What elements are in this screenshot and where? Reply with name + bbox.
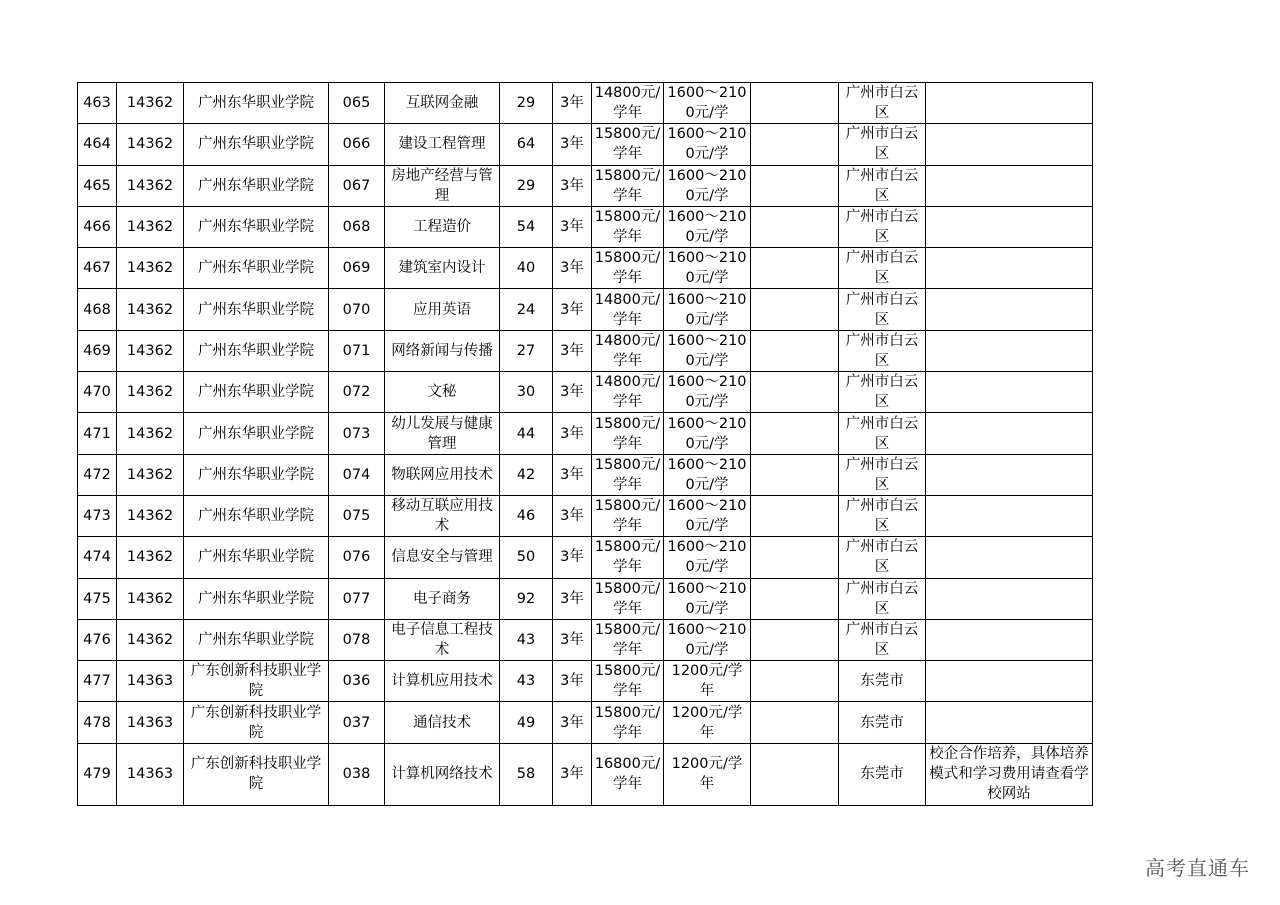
major-code-cell: 065 xyxy=(329,83,385,124)
duration-cell: 3年 xyxy=(553,289,592,330)
extra-cell xyxy=(751,124,839,165)
major-name-cell: 移动互联应用技术 xyxy=(385,495,500,536)
location-cell: 广州市白云区 xyxy=(839,248,926,289)
note-cell xyxy=(926,495,1093,536)
plan-count-cell: 29 xyxy=(500,165,553,206)
duration-cell: 3年 xyxy=(553,702,592,743)
location-cell: 广州市白云区 xyxy=(839,330,926,371)
major-code-cell: 074 xyxy=(329,454,385,495)
major-code-cell: 075 xyxy=(329,495,385,536)
plan-count-cell: 30 xyxy=(500,372,553,413)
table-row xyxy=(78,578,1093,619)
tuition-cell: 14800元/学年 xyxy=(592,83,664,124)
note-cell xyxy=(926,702,1093,743)
row-number-cell: 463 xyxy=(78,83,117,124)
school-code-cell: 14362 xyxy=(117,289,184,330)
plan-count-cell: 92 xyxy=(500,578,553,619)
school-code-cell: 14362 xyxy=(117,413,184,454)
tuition-cell: 14800元/学年 xyxy=(592,289,664,330)
location-cell: 广州市白云区 xyxy=(839,619,926,660)
enrollment-table xyxy=(77,82,1093,806)
lodging-fee-cell: 1600～2100元/学 xyxy=(664,578,751,619)
plan-count-cell: 49 xyxy=(500,702,553,743)
tuition-cell: 15800元/学年 xyxy=(592,413,664,454)
school-code-cell: 14362 xyxy=(117,495,184,536)
tuition-cell: 15800元/学年 xyxy=(592,165,664,206)
lodging-fee-cell: 1600～2100元/学 xyxy=(664,165,751,206)
table-row xyxy=(78,330,1093,371)
extra-cell xyxy=(751,413,839,454)
note-cell xyxy=(926,413,1093,454)
tuition-cell: 15800元/学年 xyxy=(592,537,664,578)
major-name-cell: 建设工程管理 xyxy=(385,124,500,165)
lodging-fee-cell: 1600～2100元/学 xyxy=(664,537,751,578)
plan-count-cell: 50 xyxy=(500,537,553,578)
note-cell xyxy=(926,165,1093,206)
duration-cell: 3年 xyxy=(553,413,592,454)
duration-cell: 3年 xyxy=(553,537,592,578)
extra-cell xyxy=(751,165,839,206)
major-name-cell: 建筑室内设计 xyxy=(385,248,500,289)
lodging-fee-cell: 1600～2100元/学 xyxy=(664,495,751,536)
school-name-cell: 广州东华职业学院 xyxy=(184,372,329,413)
note-cell xyxy=(926,330,1093,371)
school-code-cell: 14363 xyxy=(117,661,184,702)
lodging-fee-cell: 1600～2100元/学 xyxy=(664,372,751,413)
row-number-cell: 466 xyxy=(78,206,117,247)
school-code-cell: 14362 xyxy=(117,619,184,660)
table-row xyxy=(78,537,1093,578)
major-code-cell: 036 xyxy=(329,661,385,702)
location-cell: 广州市白云区 xyxy=(839,289,926,330)
location-cell: 广州市白云区 xyxy=(839,124,926,165)
table-row xyxy=(78,661,1093,702)
note-cell xyxy=(926,206,1093,247)
tuition-cell: 15800元/学年 xyxy=(592,454,664,495)
major-code-cell: 078 xyxy=(329,619,385,660)
table-row xyxy=(78,206,1093,247)
lodging-fee-cell: 1600～2100元/学 xyxy=(664,83,751,124)
school-code-cell: 14363 xyxy=(117,743,184,805)
plan-count-cell: 46 xyxy=(500,495,553,536)
extra-cell xyxy=(751,206,839,247)
row-number-cell: 479 xyxy=(78,743,117,805)
plan-count-cell: 29 xyxy=(500,83,553,124)
major-code-cell: 068 xyxy=(329,206,385,247)
tuition-cell: 14800元/学年 xyxy=(592,372,664,413)
lodging-fee-cell: 1600～2100元/学 xyxy=(664,124,751,165)
note-cell: 校企合作培养，具体培养模式和学习费用请查看学校网站 xyxy=(926,743,1093,805)
location-cell: 广州市白云区 xyxy=(839,165,926,206)
school-code-cell: 14362 xyxy=(117,330,184,371)
table-row xyxy=(78,289,1093,330)
duration-cell: 3年 xyxy=(553,330,592,371)
major-name-cell: 网络新闻与传播 xyxy=(385,330,500,371)
school-name-cell: 广州东华职业学院 xyxy=(184,248,329,289)
row-number-cell: 468 xyxy=(78,289,117,330)
school-name-cell: 广州东华职业学院 xyxy=(184,619,329,660)
table-row xyxy=(78,372,1093,413)
note-cell xyxy=(926,248,1093,289)
school-name-cell: 广州东华职业学院 xyxy=(184,454,329,495)
note-cell xyxy=(926,289,1093,330)
location-cell: 广州市白云区 xyxy=(839,83,926,124)
tuition-cell: 14800元/学年 xyxy=(592,330,664,371)
major-code-cell: 072 xyxy=(329,372,385,413)
location-cell: 东莞市 xyxy=(839,702,926,743)
note-cell xyxy=(926,454,1093,495)
school-name-cell: 广州东华职业学院 xyxy=(184,124,329,165)
tuition-cell: 15800元/学年 xyxy=(592,661,664,702)
school-name-cell: 广州东华职业学院 xyxy=(184,578,329,619)
duration-cell: 3年 xyxy=(553,165,592,206)
extra-cell xyxy=(751,330,839,371)
major-code-cell: 069 xyxy=(329,248,385,289)
plan-count-cell: 44 xyxy=(500,413,553,454)
lodging-fee-cell: 1600～2100元/学 xyxy=(664,289,751,330)
note-cell xyxy=(926,537,1093,578)
major-name-cell: 通信技术 xyxy=(385,702,500,743)
lodging-fee-cell: 1600～2100元/学 xyxy=(664,248,751,289)
major-name-cell: 文秘 xyxy=(385,372,500,413)
extra-cell xyxy=(751,372,839,413)
major-code-cell: 070 xyxy=(329,289,385,330)
table-row xyxy=(78,495,1093,536)
note-cell xyxy=(926,661,1093,702)
school-code-cell: 14362 xyxy=(117,83,184,124)
major-name-cell: 工程造价 xyxy=(385,206,500,247)
school-name-cell: 广州东华职业学院 xyxy=(184,495,329,536)
extra-cell xyxy=(751,702,839,743)
table-row xyxy=(78,619,1093,660)
duration-cell: 3年 xyxy=(553,743,592,805)
school-code-cell: 14362 xyxy=(117,124,184,165)
lodging-fee-cell: 1200元/学年 xyxy=(664,702,751,743)
table-row xyxy=(78,413,1093,454)
note-cell xyxy=(926,619,1093,660)
duration-cell: 3年 xyxy=(553,661,592,702)
tuition-cell: 16800元/学年 xyxy=(592,743,664,805)
extra-cell xyxy=(751,83,839,124)
tuition-cell: 15800元/学年 xyxy=(592,578,664,619)
row-number-cell: 467 xyxy=(78,248,117,289)
plan-count-cell: 40 xyxy=(500,248,553,289)
lodging-fee-cell: 1600～2100元/学 xyxy=(664,413,751,454)
major-code-cell: 066 xyxy=(329,124,385,165)
location-cell: 广州市白云区 xyxy=(839,413,926,454)
extra-cell xyxy=(751,248,839,289)
school-name-cell: 广东创新科技职业学院 xyxy=(184,743,329,805)
row-number-cell: 465 xyxy=(78,165,117,206)
school-code-cell: 14362 xyxy=(117,454,184,495)
row-number-cell: 469 xyxy=(78,330,117,371)
row-number-cell: 474 xyxy=(78,537,117,578)
table-row xyxy=(78,454,1093,495)
tuition-cell: 15800元/学年 xyxy=(592,495,664,536)
tuition-cell: 15800元/学年 xyxy=(592,619,664,660)
location-cell: 广州市白云区 xyxy=(839,454,926,495)
table-row xyxy=(78,248,1093,289)
row-number-cell: 464 xyxy=(78,124,117,165)
major-name-cell: 物联网应用技术 xyxy=(385,454,500,495)
lodging-fee-cell: 1600～2100元/学 xyxy=(664,454,751,495)
school-name-cell: 广州东华职业学院 xyxy=(184,289,329,330)
school-name-cell: 广州东华职业学院 xyxy=(184,413,329,454)
table-row xyxy=(78,702,1093,743)
extra-cell xyxy=(751,537,839,578)
school-name-cell: 广州东华职业学院 xyxy=(184,165,329,206)
school-name-cell: 广东创新科技职业学院 xyxy=(184,661,329,702)
major-code-cell: 073 xyxy=(329,413,385,454)
school-code-cell: 14362 xyxy=(117,537,184,578)
major-name-cell: 计算机应用技术 xyxy=(385,661,500,702)
school-name-cell: 广州东华职业学院 xyxy=(184,537,329,578)
school-code-cell: 14363 xyxy=(117,702,184,743)
tuition-cell: 15800元/学年 xyxy=(592,124,664,165)
plan-count-cell: 54 xyxy=(500,206,553,247)
note-cell xyxy=(926,124,1093,165)
plan-count-cell: 42 xyxy=(500,454,553,495)
row-number-cell: 476 xyxy=(78,619,117,660)
school-code-cell: 14362 xyxy=(117,165,184,206)
plan-count-cell: 64 xyxy=(500,124,553,165)
major-name-cell: 计算机网络技术 xyxy=(385,743,500,805)
lodging-fee-cell: 1200元/学年 xyxy=(664,743,751,805)
table-body xyxy=(78,83,1093,806)
plan-count-cell: 24 xyxy=(500,289,553,330)
major-name-cell: 电子信息工程技术 xyxy=(385,619,500,660)
table-row xyxy=(78,165,1093,206)
tuition-cell: 15800元/学年 xyxy=(592,206,664,247)
row-number-cell: 475 xyxy=(78,578,117,619)
table-row xyxy=(78,124,1093,165)
extra-cell xyxy=(751,495,839,536)
duration-cell: 3年 xyxy=(553,124,592,165)
school-code-cell: 14362 xyxy=(117,206,184,247)
lodging-fee-cell: 1600～2100元/学 xyxy=(664,206,751,247)
duration-cell: 3年 xyxy=(553,619,592,660)
row-number-cell: 471 xyxy=(78,413,117,454)
extra-cell xyxy=(751,578,839,619)
lodging-fee-cell: 1200元/学年 xyxy=(664,661,751,702)
tuition-cell: 15800元/学年 xyxy=(592,702,664,743)
duration-cell: 3年 xyxy=(553,495,592,536)
note-cell xyxy=(926,83,1093,124)
school-code-cell: 14362 xyxy=(117,248,184,289)
school-code-cell: 14362 xyxy=(117,372,184,413)
extra-cell xyxy=(751,454,839,495)
location-cell: 广州市白云区 xyxy=(839,372,926,413)
location-cell: 广州市白云区 xyxy=(839,495,926,536)
table-row xyxy=(78,83,1093,124)
duration-cell: 3年 xyxy=(553,248,592,289)
row-number-cell: 473 xyxy=(78,495,117,536)
school-name-cell: 广州东华职业学院 xyxy=(184,83,329,124)
duration-cell: 3年 xyxy=(553,206,592,247)
extra-cell xyxy=(751,661,839,702)
location-cell: 东莞市 xyxy=(839,661,926,702)
major-code-cell: 067 xyxy=(329,165,385,206)
lodging-fee-cell: 1600～2100元/学 xyxy=(664,619,751,660)
lodging-fee-cell: 1600～2100元/学 xyxy=(664,330,751,371)
school-name-cell: 广东创新科技职业学院 xyxy=(184,702,329,743)
major-name-cell: 房地产经营与管理 xyxy=(385,165,500,206)
plan-count-cell: 43 xyxy=(500,661,553,702)
plan-count-cell: 58 xyxy=(500,743,553,805)
duration-cell: 3年 xyxy=(553,578,592,619)
extra-cell xyxy=(751,619,839,660)
plan-count-cell: 27 xyxy=(500,330,553,371)
tuition-cell: 15800元/学年 xyxy=(592,248,664,289)
watermark-text: 高考直通车 xyxy=(1145,856,1250,880)
school-code-cell: 14362 xyxy=(117,578,184,619)
extra-cell xyxy=(751,289,839,330)
note-cell xyxy=(926,578,1093,619)
major-code-cell: 037 xyxy=(329,702,385,743)
major-code-cell: 038 xyxy=(329,743,385,805)
location-cell: 广州市白云区 xyxy=(839,578,926,619)
row-number-cell: 470 xyxy=(78,372,117,413)
location-cell: 广州市白云区 xyxy=(839,206,926,247)
major-code-cell: 076 xyxy=(329,537,385,578)
school-name-cell: 广州东华职业学院 xyxy=(184,206,329,247)
location-cell: 广州市白云区 xyxy=(839,537,926,578)
duration-cell: 3年 xyxy=(553,454,592,495)
school-name-cell: 广州东华职业学院 xyxy=(184,330,329,371)
row-number-cell: 477 xyxy=(78,661,117,702)
extra-cell xyxy=(751,743,839,805)
duration-cell: 3年 xyxy=(553,83,592,124)
major-name-cell: 电子商务 xyxy=(385,578,500,619)
major-name-cell: 互联网金融 xyxy=(385,83,500,124)
major-code-cell: 071 xyxy=(329,330,385,371)
major-name-cell: 应用英语 xyxy=(385,289,500,330)
note-cell xyxy=(926,372,1093,413)
duration-cell: 3年 xyxy=(553,372,592,413)
plan-count-cell: 43 xyxy=(500,619,553,660)
major-name-cell: 信息安全与管理 xyxy=(385,537,500,578)
table-row xyxy=(78,743,1093,805)
major-name-cell: 幼儿发展与健康管理 xyxy=(385,413,500,454)
location-cell: 东莞市 xyxy=(839,743,926,805)
row-number-cell: 472 xyxy=(78,454,117,495)
major-code-cell: 077 xyxy=(329,578,385,619)
row-number-cell: 478 xyxy=(78,702,117,743)
